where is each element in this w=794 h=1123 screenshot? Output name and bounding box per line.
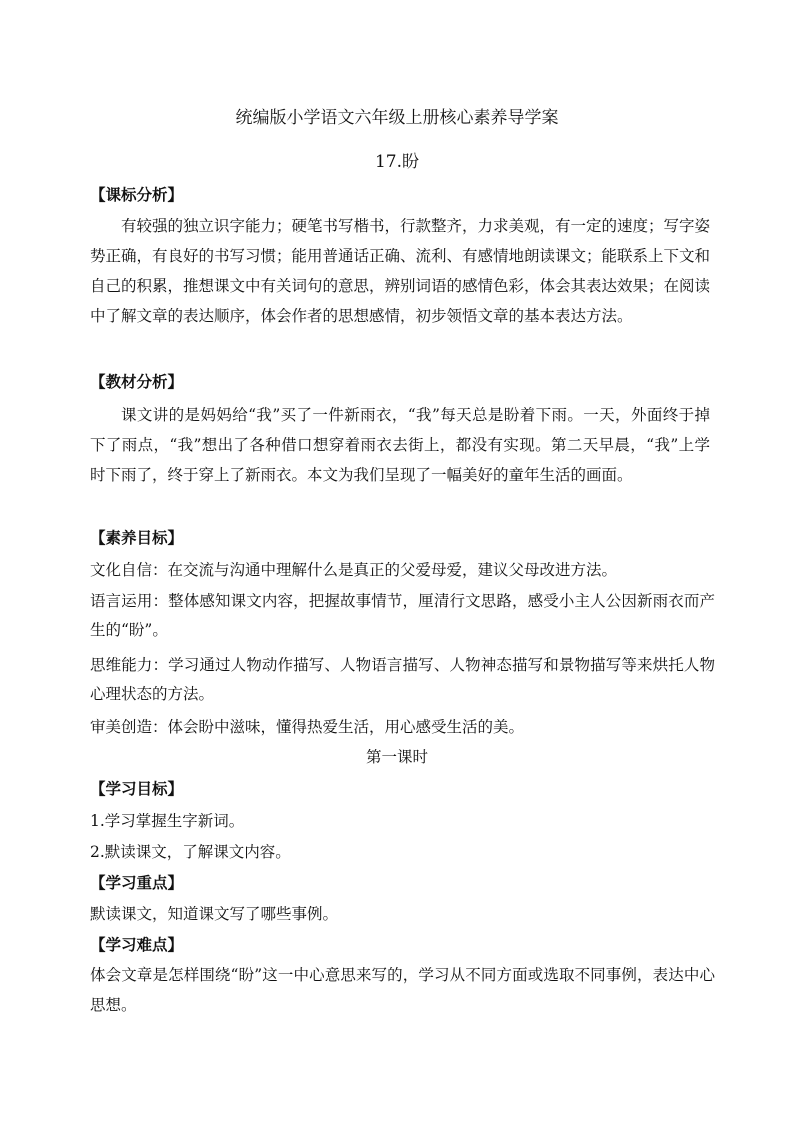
mubiao-item-1: 1.学习掌握生字新词。 bbox=[90, 812, 245, 830]
zhongdian-text: 默读课文，知道课文写了哪些事例。 bbox=[90, 905, 339, 923]
kebiao-paragraph: 有较强的独立识字能力；硬笔书写楷书，行款整齐，力求美观，有一定的速度；写字姿势正确，有良好的书写习惯；能用普通话正确、流利、有感情地朗读课文；能联系上下文和自己的积累，推想课文中有关词句的意思，辨别词语的感情色彩，体会其表达效果；在阅读中了解文章的表达顺序，体会作者的思想感情，初步领悟文章的基本表达方法。 bbox=[90, 217, 711, 325]
document-title: 统编版小学语文六年级上册核心素养导学案 bbox=[235, 108, 559, 128]
mubiao-item-2: 2.默读课文，了解课文内容。 bbox=[90, 843, 291, 861]
section-heading-suyang: 【素养目标】 bbox=[90, 528, 184, 547]
suyang-item-aesthetic: 审美创造：体会盼中滋味，懂得热爱生活，用心感受生活的美。 bbox=[90, 718, 525, 736]
class-period-label: 第一课时 bbox=[365, 748, 428, 766]
suyang-item-culture: 文化自信：在交流与沟通中理解什么是真正的父爱母爱，建议父母改进方法。 bbox=[90, 561, 618, 579]
suyang-item-thinking: 思维能力：学习通过人物动作描写、人物语言描写、人物神态描写和景物描写等来烘托人物心理状态的方法。 bbox=[90, 656, 715, 703]
nandian-text: 体会文章是怎样围绕“盼”这一中心意思来写的，学习从不同方面或选取不同事例，表达中心思想。 bbox=[90, 966, 715, 1014]
section-heading-zhongdian: 【学习重点】 bbox=[90, 873, 184, 892]
suyang-item-language: 语言运用：整体感知课文内容，把握故事情节，厘清行文思路，感受小主人公因新雨衣而产生的“盼”。 bbox=[90, 592, 715, 639]
section-heading-kebiao: 【课标分析】 bbox=[90, 185, 184, 204]
lesson-title: 17.盼 bbox=[374, 152, 420, 172]
jiaocai-paragraph: 课文讲的是妈妈给“我”买了一件新雨衣，“我”每天总是盼着下雨。一天，外面终于掉下了雨点，“我”想出了各种借口想穿着雨衣去街上，都没有实现。第二天早晨，“我”上学时下雨了，终于穿上了新雨衣。本文为我们呈现了一幅美好的童年生活的画面。 bbox=[90, 406, 710, 484]
section-heading-jiaocai: 【教材分析】 bbox=[90, 372, 184, 391]
section-heading-nandian: 【学习难点】 bbox=[90, 935, 184, 954]
section-heading-mubiao: 【学习目标】 bbox=[90, 779, 184, 798]
